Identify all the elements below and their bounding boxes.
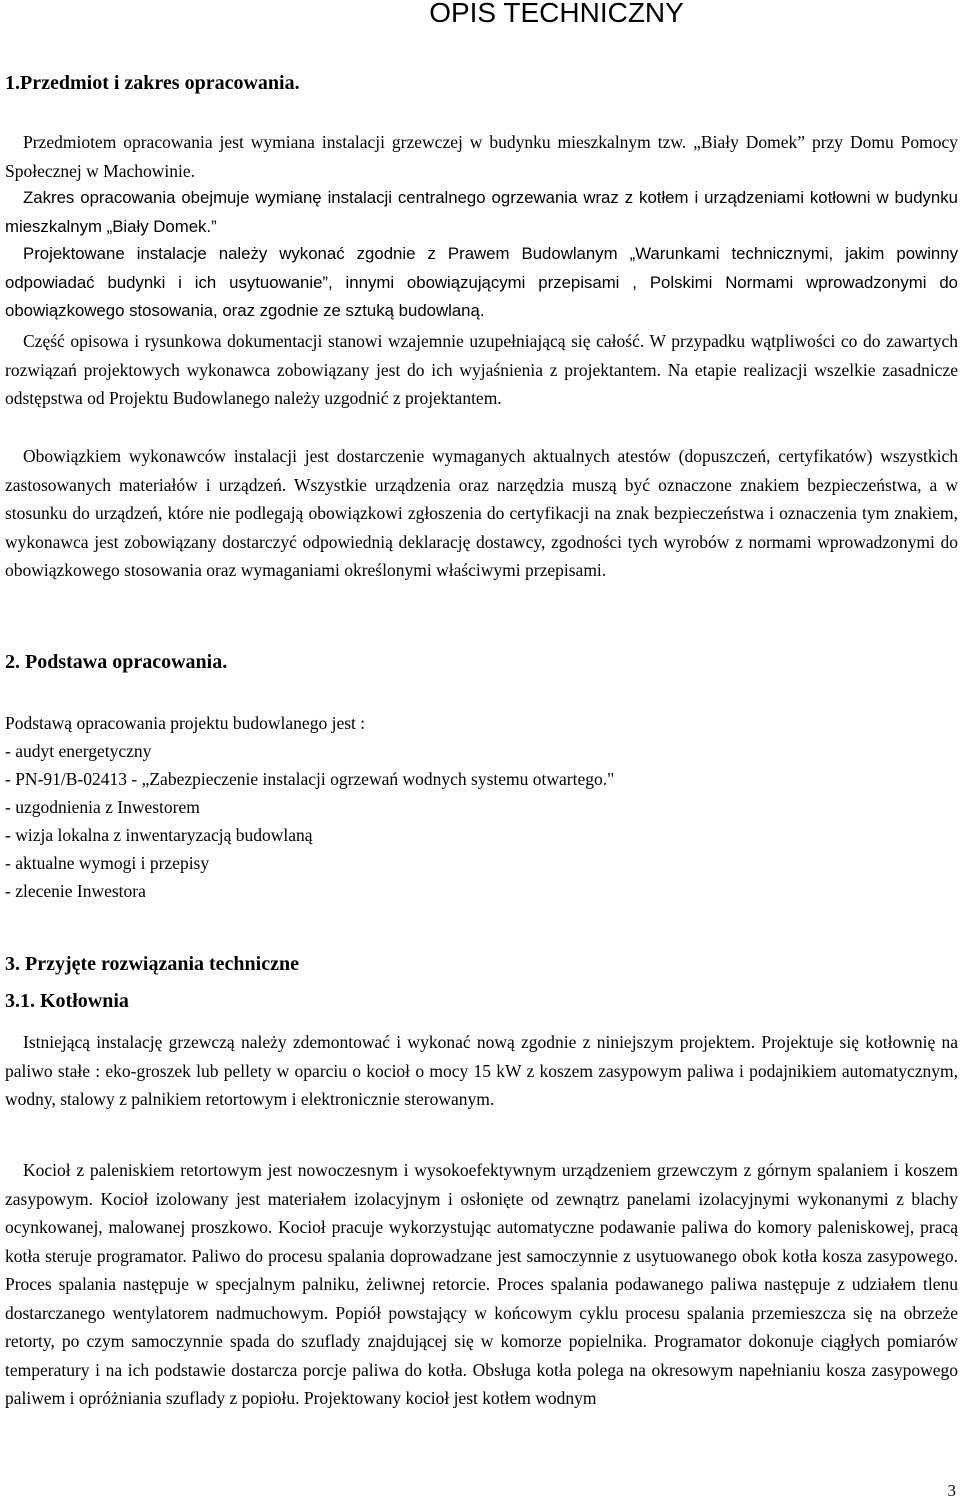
section-1-para-1: Przedmiotem opracowania jest wymiana instalacji grzewczej w budynku mieszkalnym tzw. „Biały Domek” przy Domu Pomocy Społecznej w Machowinie. — [5, 132, 958, 181]
list-item: - PN-91/B-02413 - „Zabezpieczenie instalacji ogrzewań wodnych systemu otwartego." — [5, 769, 615, 789]
list-item: - audyt energetyczny — [5, 741, 152, 761]
basis-list — [5, 737, 614, 905]
section-1-heading: 1.Przedmiot i zakres opracowania. — [5, 72, 300, 94]
section-1-para-2: Zakres opracowania obejmuje wymianę instalacji centralnego ogrzewania wraz z kotłem i urządzeniami kotłowni w budynku mieszkalnym „Biały Domek.” — [5, 188, 958, 236]
list-item: - uzgodnienia z Inwestorem — [5, 797, 200, 817]
section-3-para-1: Istniejącą instalację grzewczą należy zdemontować i wykonać nową zgodnie z niniejszym projektem. Projektuje się kotłownię na paliwo stałe : eko-groszek lub pellety w oparciu o kocioł o mocy 15 kW z koszem zasypowym paliwa i podajnikiem automatycznym, wodny, stalowy z palnikiem retortowym i elektronicznie sterowanym. — [5, 1032, 958, 1109]
list-item: - wizja lokalna z inwentaryzacją budowlaną — [5, 825, 313, 845]
list-item: - zlecenie Inwestora — [5, 881, 146, 901]
section-2-intro: Podstawą opracowania projektu budowlanego jest : — [5, 713, 366, 733]
section-1-para-3: Projektowane instalacje należy wykonać zgodnie z Prawem Budowlanym „Warunkami technicznymi, jakim powinny odpowiadać budynki i ich usytuowanie”, innymi obowiązującymi przepisami , Polskimi Normami wprowadzonymi do obowiązkowego stosowania, oraz zgodnie ze sztuką budowlaną. — [5, 244, 958, 320]
section-3-para-2: Kocioł z paleniskiem retortowym jest nowoczesnym i wysokoefektywnym urządzeniem grzewczym z górnym spalaniem i koszem zasypowym. Kocioł izolowany jest materiałem izolacyjnym i osłonięte od zewnątrz panelami izolacyjnymi wykonanymi z blachy ocynkowanej, malowanej proszkowo. Kocioł pracuje wykorzystując automatyczne podawanie paliwa do komory paleniskowej, pracą kotła steruje programator. Paliwo do procesu spalania doprowadzane jest samoczynnie z usytuowanego obok kotła kosza zasypowego. Proces spalania następuje w specjalnym palniku, żeliwnej retorcie. Proces spalania podawanego paliwa następuje z udziałem tlenu dostarczanego wentylatorem nadmuchowym. Popiół powstający w końcowym cyklu procesu spalania przemieszcza się na obrzeże retorty, po czym samoczynnie spada do szuflady znajdującej się w komorze popielnika. Programator dokonuje ciągłych pomiarów temperatury i na ich podstawie dostarcza porcje paliwa do kotła. Obsługa kotła polega na okresowym napełnianiu kosza zasypowego paliwem i opróżniania szuflady z popiołu. Projektowany kocioł jest kotłem wodnym — [5, 1160, 958, 1408]
document-title: OPIS TECHNICZNY — [429, 0, 684, 28]
section-2-heading: 2. Podstawa opracowania. — [5, 651, 228, 673]
section-3-1-heading: 3.1. Kotłownia — [5, 990, 129, 1012]
section-1-para-4: Część opisowa i rysunkowa dokumentacji stanowi wzajemnie uzupełniającą się całość. W przypadku wątpliwości co do zawartych rozwiązań projektowych wykonawca zobowiązany jest do ich wyjaśnienia z projektantem. Na etapie realizacji wszelkie zasadnicze odstępstwa od Projektu Budowlanego należy uzgodnić z projektantem. — [5, 331, 958, 408]
list-item: - aktualne wymogi i przepisy — [5, 853, 210, 873]
section-1-para-5: Obowiązkiem wykonawców instalacji jest dostarczenie wymaganych aktualnych atestów (dopuszczeń, certyfikatów) wszystkich zastosowanych materiałów i urządzeń. Wszystkie urządzenia oraz narzędzia muszą być oznaczone znakiem bezpieczeństwa, a w stosunku do urządzeń, które nie podlegają obowiązkowi zgłoszenia do certyfikacji na znak bezpieczeństwa i oznaczenia tym znakiem, wykonawca jest zobowiązany dostarczyć odpowiednią deklarację dostawcy, zgodności tych wyrobów z normami wprowadzonymi do obowiązkowego stosowania oraz wymaganiami określonymi właściwymi przepisami. — [5, 446, 958, 580]
page-number: 3 — [947, 1481, 956, 1500]
section-3-heading: 3. Przyjęte rozwiązania techniczne — [5, 953, 299, 975]
